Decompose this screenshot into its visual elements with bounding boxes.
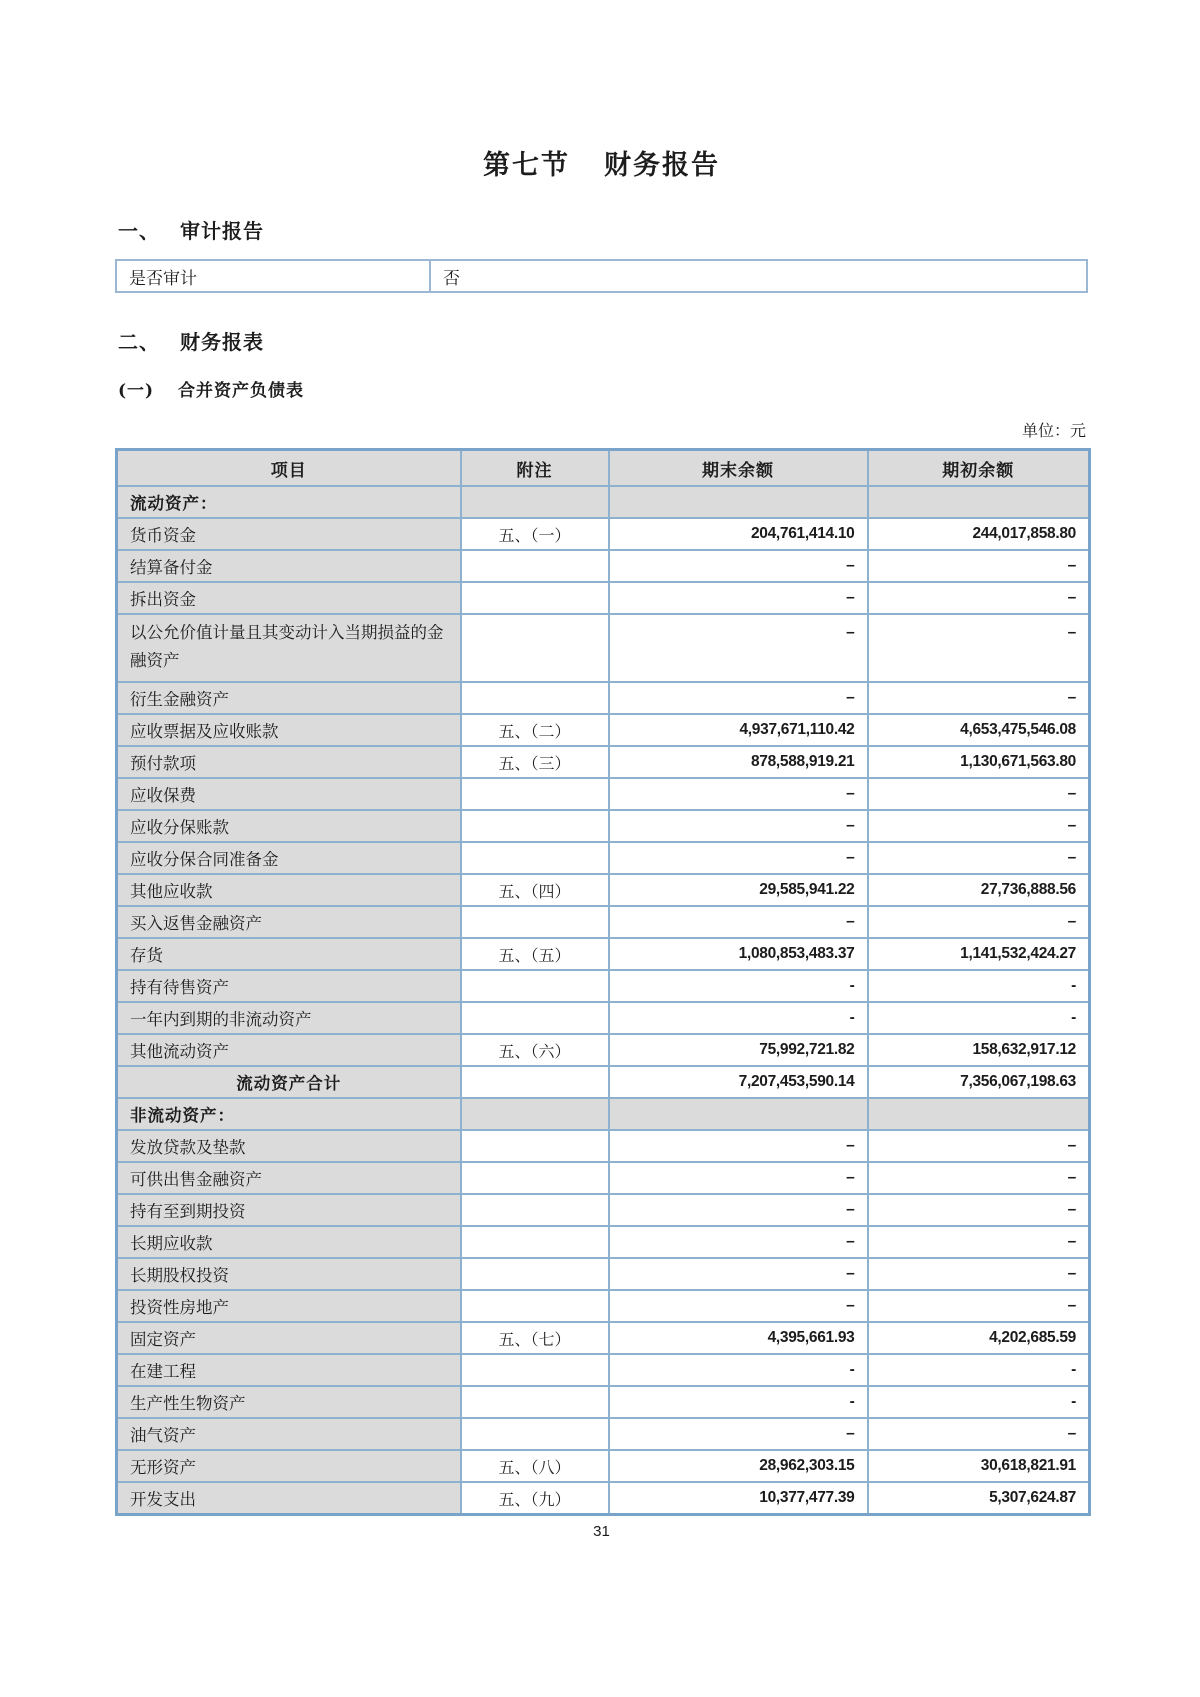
table-row [117, 1194, 1090, 1226]
note-cell [461, 810, 609, 842]
ending-balance-cell: - [609, 970, 868, 1002]
table-row [117, 486, 1090, 518]
ending-balance-cell: - [609, 1354, 868, 1386]
item-cell: 衍生金融资产 [117, 682, 461, 714]
table-row [117, 518, 1090, 550]
ending-balance-cell: – [609, 810, 868, 842]
note-cell [461, 1002, 609, 1034]
audit-report-heading [118, 215, 1088, 244]
note-cell [461, 614, 609, 682]
beginning-balance-cell: – [868, 1226, 1090, 1258]
table-row [117, 1098, 1090, 1130]
table-row [117, 614, 1090, 682]
ending-balance-cell [609, 486, 868, 518]
table-row [117, 810, 1090, 842]
beginning-balance-cell: – [868, 1194, 1090, 1226]
ending-balance-cell: – [609, 614, 868, 682]
ending-balance-cell: 75,992,721.82 [609, 1034, 868, 1066]
table-row [117, 1130, 1090, 1162]
table-row [117, 550, 1090, 582]
item-cell: 应收分保账款 [117, 810, 461, 842]
note-cell: 五、（六） [461, 1034, 609, 1066]
ending-balance-cell: – [609, 1418, 868, 1450]
audit-answer-cell: 否 [430, 260, 1087, 292]
ending-balance-cell: 4,395,661.93 [609, 1322, 868, 1354]
note-cell [461, 486, 609, 518]
item-cell: 发放贷款及垫款 [117, 1130, 461, 1162]
beginning-balance-cell: 1,130,671,563.80 [868, 746, 1090, 778]
item-cell: 买入返售金融资产 [117, 906, 461, 938]
beginning-balance-cell: - [868, 1386, 1090, 1418]
note-cell [461, 842, 609, 874]
heading-number: 一、 [118, 219, 160, 243]
table-row [117, 1226, 1090, 1258]
beginning-balance-cell: - [868, 970, 1090, 1002]
audit-table [115, 259, 1088, 293]
table-row [117, 1066, 1090, 1098]
note-cell [461, 582, 609, 614]
beginning-balance-cell: – [868, 582, 1090, 614]
item-cell: 无形资产 [117, 1450, 461, 1482]
unit-label: 单位：元 [1021, 421, 1086, 440]
ending-balance-cell: – [609, 582, 868, 614]
ending-balance-cell [609, 1098, 868, 1130]
note-cell [461, 1290, 609, 1322]
beginning-balance-cell: 158,632,917.12 [868, 1034, 1090, 1066]
column-header-note: 附注 [461, 450, 609, 487]
beginning-balance-cell: – [868, 1162, 1090, 1194]
table-row [117, 970, 1090, 1002]
note-cell [461, 906, 609, 938]
ending-balance-cell: – [609, 682, 868, 714]
item-cell: 应收票据及应收账款 [117, 714, 461, 746]
audit-question-cell: 是否审计 [116, 260, 430, 292]
table-row [117, 1034, 1090, 1066]
ending-balance-cell: 28,962,303.15 [609, 1450, 868, 1482]
beginning-balance-cell: 27,736,888.56 [868, 874, 1090, 906]
beginning-balance-cell: – [868, 1258, 1090, 1290]
section-title: 财务报告 [604, 150, 720, 181]
item-cell: 以公允价值计量且其变动计入当期损益的金融资产 [117, 614, 461, 682]
table-row [117, 582, 1090, 614]
item-cell: 其他流动资产 [117, 1034, 461, 1066]
beginning-balance-cell: – [868, 1130, 1090, 1162]
beginning-balance-cell: 4,653,475,546.08 [868, 714, 1090, 746]
item-cell: 油气资产 [117, 1418, 461, 1450]
heading-label: 财务报表 [180, 330, 264, 354]
item-cell: 拆出资金 [117, 582, 461, 614]
table-row [117, 682, 1090, 714]
beginning-balance-cell: – [868, 614, 1090, 682]
note-cell: 五、（二） [461, 714, 609, 746]
balance-sheet-table [115, 448, 1091, 1516]
note-cell [461, 1354, 609, 1386]
item-cell: 持有待售资产 [117, 970, 461, 1002]
note-cell [461, 778, 609, 810]
balance-sheet-subheading [118, 376, 1088, 401]
table-row [116, 260, 1087, 292]
beginning-balance-cell: 1,141,532,424.27 [868, 938, 1090, 970]
note-cell [461, 970, 609, 1002]
table-row [117, 1290, 1090, 1322]
beginning-balance-cell: 5,307,624.87 [868, 1482, 1090, 1515]
page-title [115, 0, 1088, 182]
note-cell [461, 1194, 609, 1226]
ending-balance-cell: 1,080,853,483.37 [609, 938, 868, 970]
beginning-balance-cell: – [868, 682, 1090, 714]
note-cell [461, 1066, 609, 1098]
ending-balance-cell: 878,588,919.21 [609, 746, 868, 778]
item-cell: 可供出售金融资产 [117, 1162, 461, 1194]
table-row [117, 842, 1090, 874]
beginning-balance-cell [868, 486, 1090, 518]
table-row [117, 1386, 1090, 1418]
item-cell: 一年内到期的非流动资产 [117, 1002, 461, 1034]
ending-balance-cell: – [609, 1194, 868, 1226]
note-cell [461, 1258, 609, 1290]
item-cell: 长期应收款 [117, 1226, 461, 1258]
subheading-label: 合并资产负债表 [178, 381, 304, 401]
beginning-balance-cell: – [868, 1290, 1090, 1322]
item-cell: 预付款项 [117, 746, 461, 778]
page-content [115, 0, 1088, 1540]
table-row [117, 1322, 1090, 1354]
beginning-balance-cell: – [868, 1418, 1090, 1450]
beginning-balance-cell: 4,202,685.59 [868, 1322, 1090, 1354]
note-cell [461, 550, 609, 582]
note-cell: 五、（九） [461, 1482, 609, 1515]
note-cell: 五、（八） [461, 1450, 609, 1482]
table-header-row [117, 450, 1090, 487]
table-row [117, 778, 1090, 810]
ending-balance-cell: 204,761,414.10 [609, 518, 868, 550]
ending-balance-cell: 7,207,453,590.14 [609, 1066, 868, 1098]
ending-balance-cell: 29,585,941.22 [609, 874, 868, 906]
note-cell: 五、（四） [461, 874, 609, 906]
column-header-item: 项目 [117, 450, 461, 487]
ending-balance-cell: – [609, 1290, 868, 1322]
subheading-number: (一) [118, 381, 155, 401]
note-cell [461, 1418, 609, 1450]
item-cell: 投资性房地产 [117, 1290, 461, 1322]
item-cell: 其他应收款 [117, 874, 461, 906]
table-row [117, 1258, 1090, 1290]
financial-statements-heading [118, 326, 1088, 355]
note-cell: 五、（三） [461, 746, 609, 778]
table-row [117, 1418, 1090, 1450]
beginning-balance-cell: 244,017,858.80 [868, 518, 1090, 550]
item-cell: 生产性生物资产 [117, 1386, 461, 1418]
note-cell: 五、（七） [461, 1322, 609, 1354]
ending-balance-cell: - [609, 1002, 868, 1034]
item-cell: 流动资产合计 [117, 1066, 461, 1098]
beginning-balance-cell: - [868, 1354, 1090, 1386]
item-cell: 结算备付金 [117, 550, 461, 582]
item-cell: 非流动资产： [117, 1098, 461, 1130]
beginning-balance-cell: - [868, 1002, 1090, 1034]
table-row [117, 1002, 1090, 1034]
table-row [117, 1162, 1090, 1194]
item-cell: 持有至到期投资 [117, 1194, 461, 1226]
table-row [117, 746, 1090, 778]
item-cell: 货币资金 [117, 518, 461, 550]
ending-balance-cell: 4,937,671,110.42 [609, 714, 868, 746]
beginning-balance-cell: 7,356,067,198.63 [868, 1066, 1090, 1098]
note-cell: 五、（一） [461, 518, 609, 550]
item-cell: 存货 [117, 938, 461, 970]
beginning-balance-cell: 30,618,821.91 [868, 1450, 1090, 1482]
section-number: 第七节 [483, 150, 570, 181]
ending-balance-cell: - [609, 1386, 868, 1418]
ending-balance-cell: – [609, 778, 868, 810]
beginning-balance-cell: – [868, 778, 1090, 810]
table-row [117, 1482, 1090, 1515]
note-cell [461, 1098, 609, 1130]
item-cell: 固定资产 [117, 1322, 461, 1354]
item-cell: 流动资产： [117, 486, 461, 518]
note-cell: 五、（五） [461, 938, 609, 970]
ending-balance-cell: – [609, 1162, 868, 1194]
item-cell: 长期股权投资 [117, 1258, 461, 1290]
note-cell [461, 682, 609, 714]
beginning-balance-cell: – [868, 842, 1090, 874]
ending-balance-cell: – [609, 550, 868, 582]
note-cell [461, 1386, 609, 1418]
heading-number: 二、 [118, 330, 160, 354]
ending-balance-cell: – [609, 1258, 868, 1290]
item-cell: 开发支出 [117, 1482, 461, 1515]
column-header-beginning-balance: 期初余额 [868, 450, 1090, 487]
item-cell: 应收分保合同准备金 [117, 842, 461, 874]
table-row [117, 1354, 1090, 1386]
table-row [117, 906, 1090, 938]
item-cell: 应收保费 [117, 778, 461, 810]
table-row [117, 938, 1090, 970]
beginning-balance-cell: – [868, 550, 1090, 582]
ending-balance-cell: – [609, 1130, 868, 1162]
note-cell [461, 1130, 609, 1162]
heading-label: 审计报告 [180, 219, 264, 243]
item-cell: 在建工程 [117, 1354, 461, 1386]
note-cell [461, 1226, 609, 1258]
note-cell [461, 1162, 609, 1194]
beginning-balance-cell: – [868, 906, 1090, 938]
beginning-balance-cell [868, 1098, 1090, 1130]
column-header-ending-balance: 期末余额 [609, 450, 868, 487]
page-number: 31 [593, 1523, 610, 1540]
table-row [117, 1450, 1090, 1482]
ending-balance-cell: – [609, 842, 868, 874]
ending-balance-cell: – [609, 906, 868, 938]
table-row [117, 714, 1090, 746]
beginning-balance-cell: – [868, 810, 1090, 842]
table-row [117, 874, 1090, 906]
ending-balance-cell: – [609, 1226, 868, 1258]
ending-balance-cell: 10,377,477.39 [609, 1482, 868, 1515]
